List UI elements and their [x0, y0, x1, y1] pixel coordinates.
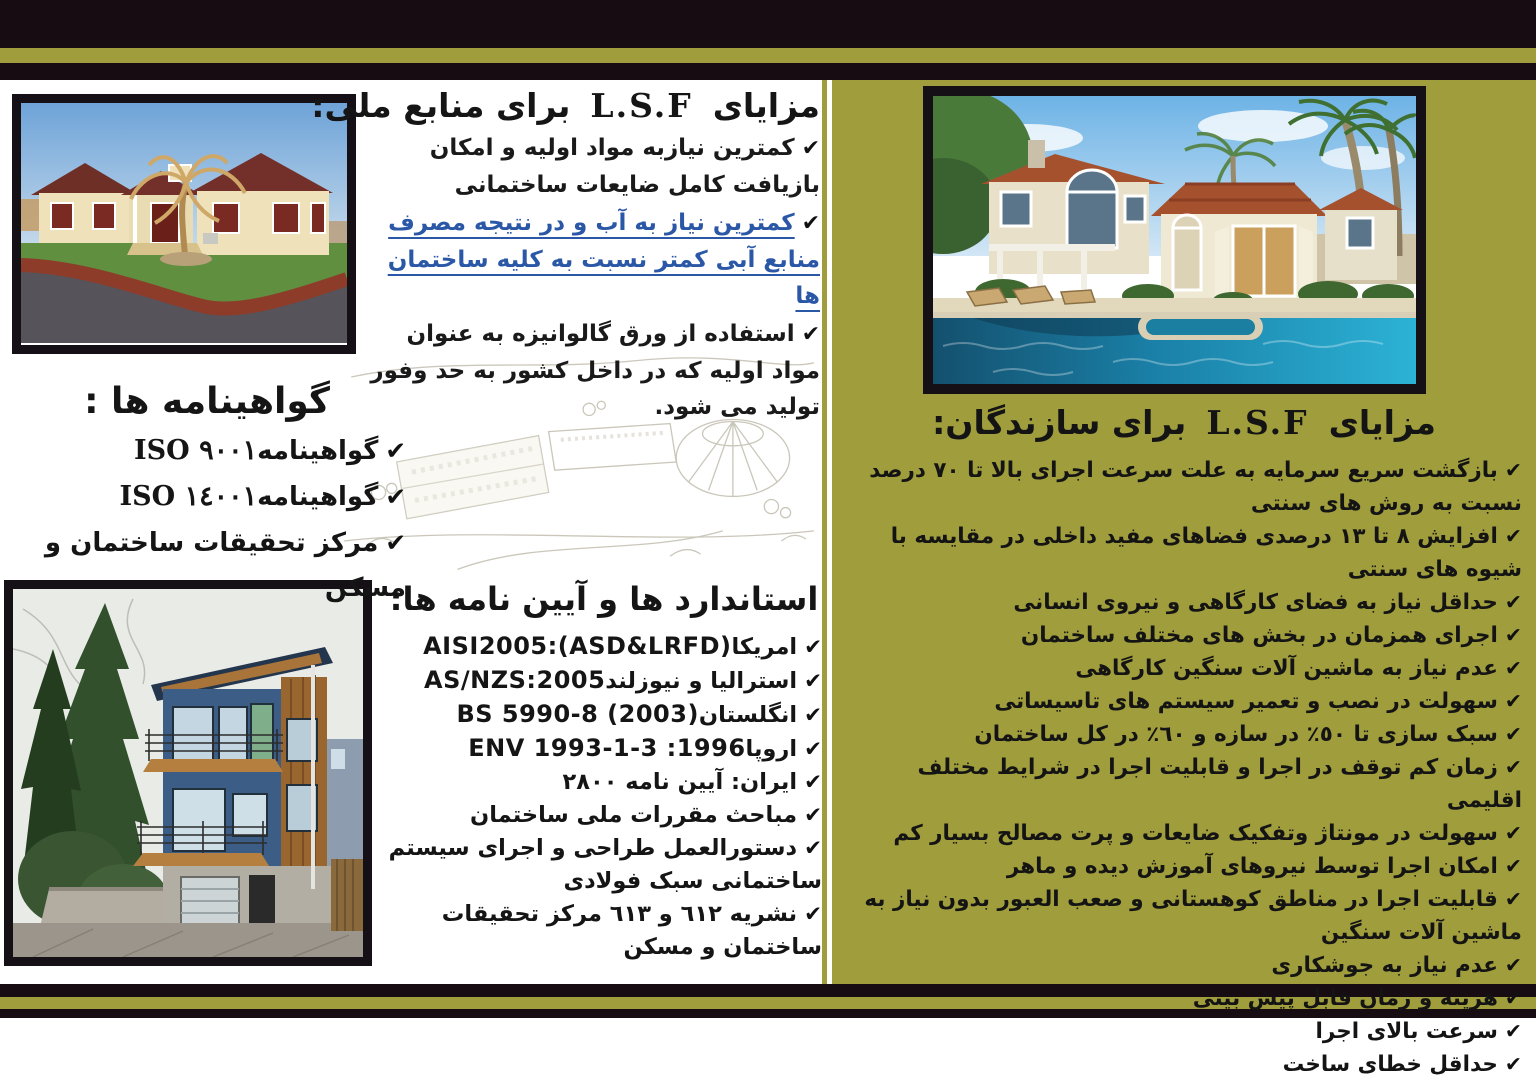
- check-icon: ✔: [804, 803, 822, 828]
- list-item: [386, 799, 822, 832]
- item-text: گواهینامه: [257, 482, 379, 512]
- check-icon: ✔: [804, 703, 822, 728]
- item-text: امکان اجرا توسط نیروهای آموزش دیده و ماهر: [1006, 854, 1498, 879]
- standard-code: BS 5990-8 (2003): [456, 700, 699, 728]
- iso-number: ISO ١٤٠٠١: [119, 481, 258, 512]
- title-pre: مزایای: [712, 86, 820, 125]
- check-icon: ✔: [1504, 722, 1522, 746]
- check-icon: ✔: [801, 322, 820, 347]
- check-icon: ✔: [385, 528, 406, 557]
- item-text: سبک سازی تا ٥٠٪ در سازه و ٦٠٪ در کل ساختمان: [974, 722, 1498, 747]
- left-panel: [0, 80, 822, 984]
- photo-pool-house: [923, 86, 1426, 394]
- item-text: عدم نیاز به جوشکاری: [1271, 953, 1498, 978]
- list-item: [370, 205, 820, 314]
- pool-house-illustration: [933, 96, 1416, 384]
- list-item: [386, 766, 822, 799]
- photo-blue-house: [4, 580, 372, 966]
- photo-cream-house: [12, 94, 356, 354]
- list-item: [842, 850, 1522, 883]
- standard-code: ENV 1993-1-3 :1996: [468, 734, 746, 762]
- item-text: انگلستان: [698, 702, 798, 728]
- list-item: [8, 520, 406, 611]
- item-text: زمان کم توقف در اجرا و قابلیت اجرا در شرایط مختلف اقلیمی: [917, 755, 1522, 813]
- check-icon: ✔: [1504, 854, 1522, 878]
- item-text: حداقل خطای ساخت: [1282, 1052, 1498, 1077]
- check-icon: ✔: [385, 482, 406, 511]
- item-text: اجرای همزمان در بخش های مختلف ساختمان: [1020, 623, 1498, 648]
- item-text: کمترین نیاز به آب و در نتیجه مصرف منابع آبی کمتر نسبت به کلیه ساختمان ها: [387, 210, 820, 309]
- list-item: [386, 832, 822, 898]
- list-item: [842, 982, 1522, 1015]
- item-text: عدم نیاز به ماشین آلات سنگین کارگاهی: [1075, 656, 1498, 681]
- list-item: [842, 883, 1522, 949]
- builders-section-title: [832, 400, 1536, 446]
- section-certificates: [8, 376, 406, 611]
- check-icon: ✔: [804, 635, 822, 660]
- title-pre: مزایای: [1328, 403, 1436, 442]
- item-text: حداقل نیاز به فضای کارگاهی و نیروی انسانی: [1013, 590, 1498, 615]
- list-item: [842, 949, 1522, 982]
- item-text: قابلیت اجرا در مناطق کوهستانی و صعب العبور بدون نیاز به ماشین آلات سنگین: [864, 887, 1522, 945]
- national-section-title: [311, 84, 820, 128]
- section-standards: [386, 574, 824, 964]
- list-item: [386, 630, 822, 664]
- certificates-title: گواهینامه ها :: [84, 381, 330, 422]
- list-item: [842, 685, 1522, 718]
- item-text: هزینه و زمان قابل پیش بینی: [1192, 986, 1498, 1011]
- check-icon: ✔: [1504, 821, 1522, 845]
- check-icon: ✔: [1504, 953, 1522, 977]
- check-icon: ✔: [385, 436, 406, 465]
- check-icon: ✔: [801, 211, 820, 236]
- item-text: سهولت در نصب و تعمیر سیستم های تاسیساتی: [994, 689, 1498, 714]
- check-icon: ✔: [1504, 623, 1522, 647]
- right-panel: [832, 80, 1536, 1077]
- list-item: [842, 1048, 1522, 1081]
- check-icon: ✔: [804, 737, 822, 762]
- check-icon: ✔: [801, 136, 820, 161]
- top-black-bar-2: [0, 63, 1536, 80]
- lsf-wordmark: L.S.F: [590, 86, 693, 125]
- list-item: [842, 751, 1522, 817]
- title-post: برای سازندگان:: [932, 403, 1187, 442]
- item-text: ایران: آیین نامه ٢٨٠٠: [562, 769, 798, 795]
- item-text: گواهینامه: [257, 436, 379, 466]
- item-text: مباحث مقررات ملی ساختمان: [470, 802, 798, 828]
- check-icon: ✔: [804, 669, 822, 694]
- list-item: [842, 454, 1522, 520]
- list-item: [842, 817, 1522, 850]
- list-item: [8, 428, 406, 474]
- check-icon: ✔: [1504, 656, 1522, 680]
- item-text: استرالیا و نیوزلند: [605, 668, 798, 694]
- section-national-resources: [311, 84, 822, 425]
- check-icon: ✔: [1504, 887, 1522, 911]
- list-item: [842, 652, 1522, 685]
- check-icon: ✔: [1504, 689, 1522, 713]
- check-icon: ✔: [1504, 590, 1522, 614]
- check-icon: ✔: [1504, 1052, 1522, 1076]
- list-item: [842, 520, 1522, 586]
- list-item: [386, 698, 822, 732]
- check-icon: ✔: [804, 902, 822, 927]
- top-olive-stripe: [0, 48, 1536, 63]
- list-item: [8, 474, 406, 520]
- item-text: سهولت در مونتاژ وتفکیک ضایعات و پرت مصالح بسیار کم: [893, 821, 1498, 846]
- list-item: [370, 130, 820, 203]
- builders-benefits-list: [842, 454, 1522, 1081]
- list-item: [842, 718, 1522, 751]
- check-icon: ✔: [1504, 458, 1522, 482]
- item-text: سرعت بالای اجرا: [1315, 1019, 1498, 1044]
- standards-title: استاندارد ها و آیین نامه ها:: [389, 580, 819, 618]
- list-item: [370, 316, 820, 425]
- check-icon: ✔: [1504, 524, 1522, 548]
- item-text: بازگشت سریع سرمایه به علت سرعت اجرای بالا تا ٧٠ درصد نسبت به روش های سنتی: [869, 458, 1522, 516]
- iso-number: ISO ٩٠٠١: [134, 435, 258, 466]
- list-item: [386, 732, 822, 766]
- list-item: [386, 898, 822, 964]
- check-icon: ✔: [1504, 1019, 1522, 1043]
- blue-house-illustration: [13, 589, 363, 957]
- lsf-wordmark: L.S.F: [1206, 403, 1309, 442]
- title-post: برای منابع ملی:: [311, 86, 571, 125]
- standard-code: AISI2005:(ASD&LRFD): [423, 632, 732, 660]
- item-text: امریکا: [731, 634, 798, 660]
- cream-house-illustration: [21, 103, 347, 345]
- list-item: [386, 664, 822, 698]
- item-text: نشریه ٦١٢ و ٦١٣ مرکز تحقیقات ساختمان و مسکن: [441, 901, 822, 960]
- list-item: [842, 619, 1522, 652]
- item-text: کمترین نیازبه مواد اولیه و امکان بازیافت کامل ضایعات ساختمانی: [429, 135, 820, 198]
- item-text: افزایش ٨ تا ١٣ درصدی فضاهای مفید داخلی در مقایسه با شیوه های سنتی: [890, 524, 1522, 582]
- item-text: دستورالعمل طراحی و اجرای سیستم ساختمانی سبک فولادی: [388, 835, 822, 894]
- item-text: اروپا: [745, 736, 798, 762]
- top-black-bar: [0, 0, 1536, 48]
- standard-code: AS/NZS:2005: [424, 666, 606, 694]
- item-text: مرکز تحقیقات ساختمان و مسکن: [44, 528, 406, 603]
- item-text: استفاده از ورق گالوانیزه به عنوان مواد اولیه که در داخل کشور به حد وفور تولید می شود.: [370, 321, 820, 420]
- check-icon: ✔: [804, 770, 822, 795]
- list-item: [842, 586, 1522, 619]
- check-icon: ✔: [1504, 755, 1522, 779]
- page-content: [0, 80, 1536, 1077]
- check-icon: ✔: [804, 836, 822, 861]
- check-icon: ✔: [1504, 986, 1522, 1010]
